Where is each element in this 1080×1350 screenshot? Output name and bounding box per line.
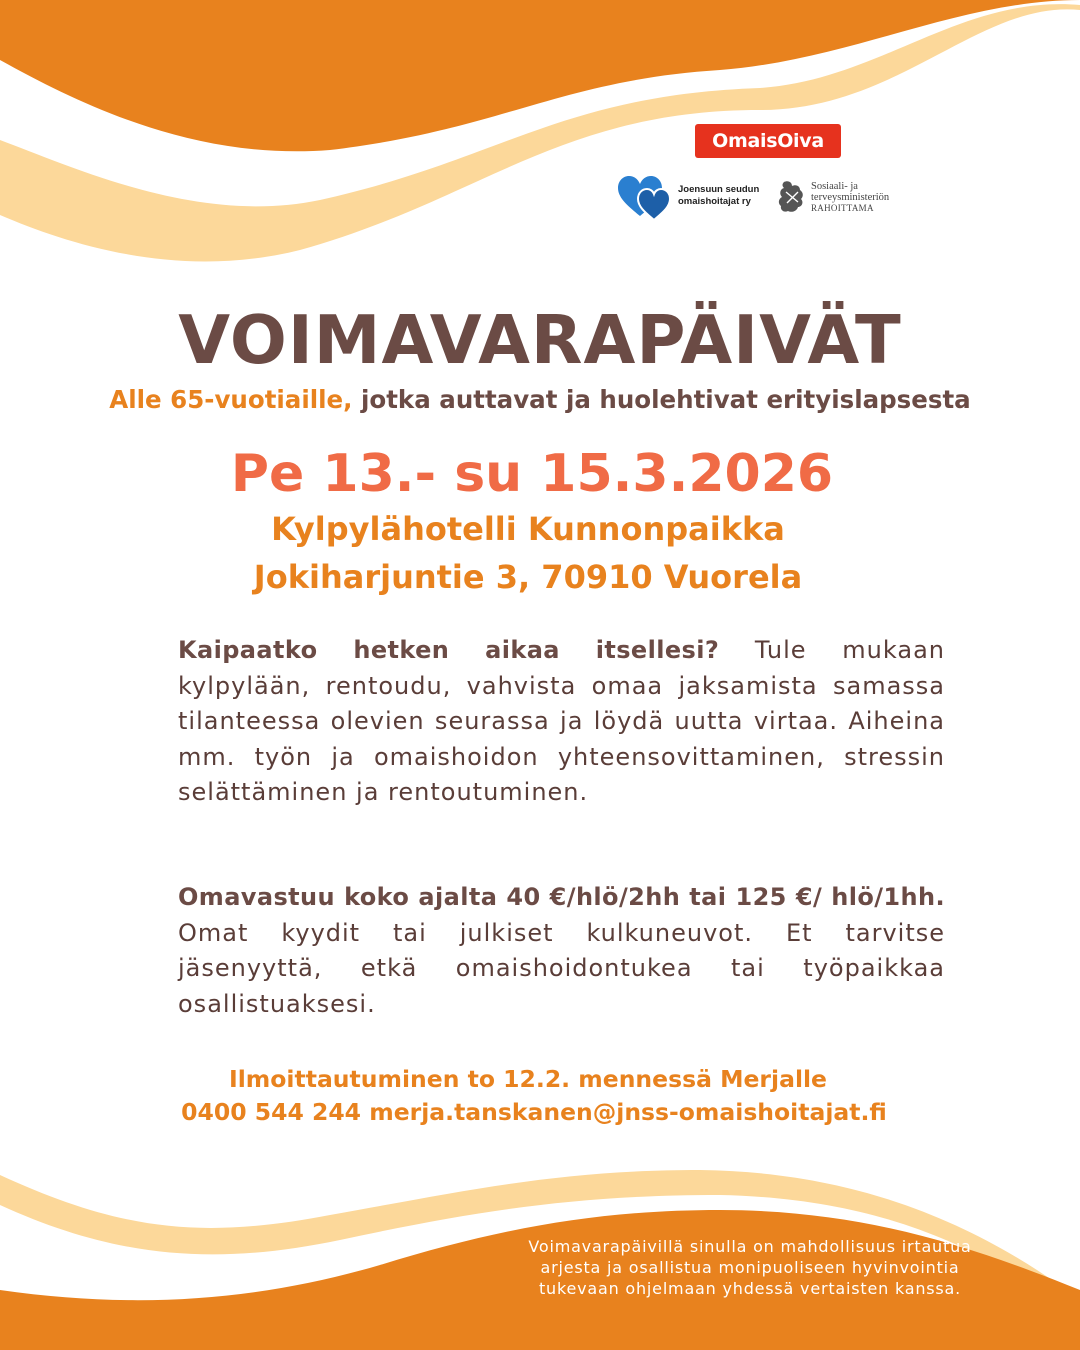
omaisoiva-logo: OmaisOiva xyxy=(695,124,841,158)
registration-deadline: Ilmoittautuminen to 12.2. mennessä Merjalle xyxy=(229,1065,827,1093)
description-body: Tule mukaan kylpylään, rentoudu, vahvista omaa jaksamista samassa tilanteessa olevien seurassa ja löydä uutta virtaa. Aiheina mm. työn ja omaishoidon yhteensovittaminen, stressin selättäminen ja rentoutuminen. xyxy=(178,636,945,806)
description-lead: Kaipaatko hetken aikaa itsellesi? xyxy=(178,636,720,664)
subtitle-rest: jotka auttavat ja huolehtivat erityislapsesta xyxy=(352,385,971,414)
subtitle xyxy=(0,382,1080,418)
event-date: Pe 13.- su 15.3.2026 xyxy=(230,444,834,504)
registration-contact[interactable]: 0400 544 244 merja.tanskanen@jnss-omaishoitajat.fi xyxy=(181,1098,887,1126)
hearts-icon xyxy=(618,176,676,220)
pricing-body: Omat kyydit tai julkiset kulkuneuvot. Et tarvitse jäsenyyttä, etkä omaishoidontukea tai työpaikkaa osallistuaksesi. xyxy=(178,918,945,1018)
lion-crest-icon xyxy=(778,178,806,216)
footer-note: Voimavarapäivillä sinulla on mahdollisuus irtautua arjesta ja osallistua monipuoliseen hyvinvointia tukevaan ohjelmaan yhdessä vertaisten kanssa. xyxy=(528,1237,972,1298)
subtitle-highlight: Alle 65-vuotiaille, xyxy=(109,385,353,414)
joensuu-omaishoitajat-logo: Joensuun seudun omaishoitajat ry xyxy=(618,176,768,220)
pricing-lead: Omavastuu koko ajalta 40 €/hlö/2hh tai 125 €/ hlö/1hh. xyxy=(178,883,945,911)
event-venue: Kylpylähotelli Kunnonpaikka xyxy=(271,510,785,548)
pricing-paragraph xyxy=(178,880,945,1022)
page-title: VOIMAVARAPÄIVÄT xyxy=(178,301,902,379)
event-address: Jokiharjuntie 3, 70910 Vuorela xyxy=(253,558,803,596)
stm-logo: Sosiaali- ja terveysministeriön RAHOITTAMA xyxy=(778,178,928,218)
description-paragraph xyxy=(178,633,945,811)
